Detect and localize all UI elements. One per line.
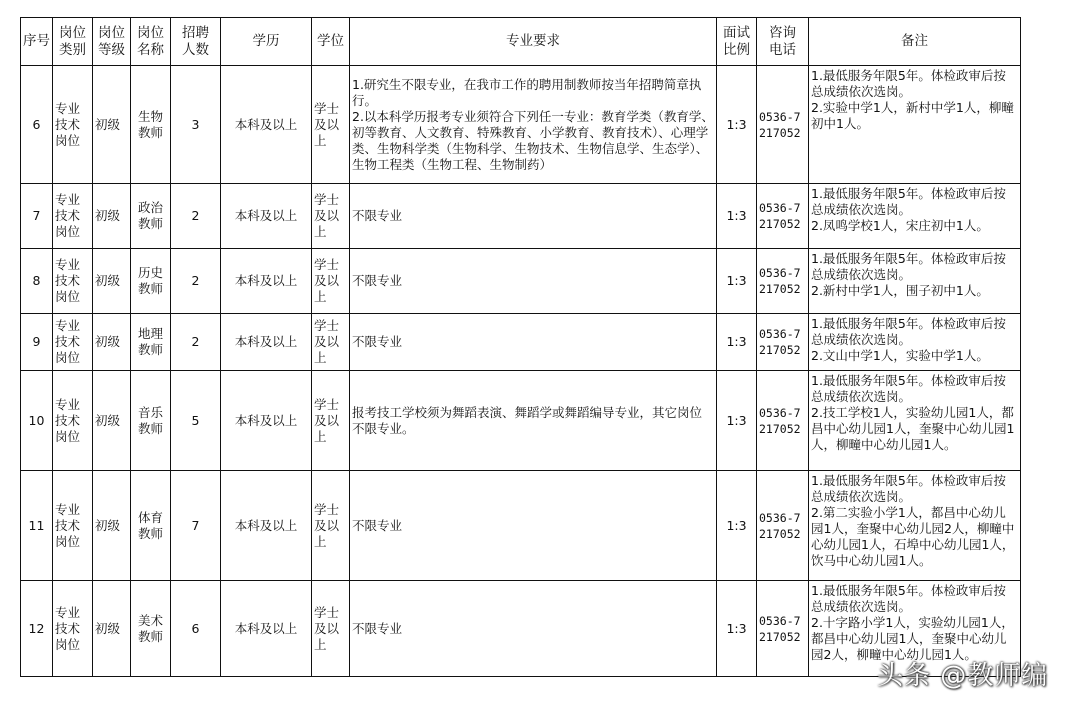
position-category: 专业技术岗位 <box>53 314 93 371</box>
major-requirement <box>350 371 717 471</box>
interview-ratio: 1:3 <box>717 471 757 581</box>
position-level: 初级 <box>93 314 131 371</box>
header-education: 学历 <box>221 18 312 66</box>
row-number: 11 <box>21 471 53 581</box>
contact-phone: 0536-7217052 <box>757 471 809 581</box>
notes <box>809 249 1021 314</box>
notes-line: 1.最低服务年限5年。体检政审后按总成绩依次选岗。 <box>811 473 1006 504</box>
position-category: 专业技术岗位 <box>53 66 93 184</box>
position-category: 专业技术岗位 <box>53 371 93 471</box>
major-requirement <box>350 66 717 184</box>
hiring-count: 5 <box>171 371 221 471</box>
header-category: 岗位类别 <box>53 18 93 66</box>
contact-phone: 0536-7217052 <box>757 249 809 314</box>
interview-ratio: 1:3 <box>717 581 757 677</box>
education: 本科及以上 <box>221 184 312 249</box>
education: 本科及以上 <box>221 314 312 371</box>
contact-phone: 0536-7217052 <box>757 371 809 471</box>
education: 本科及以上 <box>221 581 312 677</box>
table-row <box>21 249 1021 314</box>
major-requirement-line: 不限专业 <box>352 517 403 533</box>
contact-phone: 0536-7217052 <box>757 184 809 249</box>
degree: 学士及以上 <box>312 249 350 314</box>
major-requirement <box>350 581 717 677</box>
degree: 学士及以上 <box>312 371 350 471</box>
major-requirement <box>350 471 717 581</box>
major-requirement-line: 不限专业 <box>352 334 403 349</box>
major-requirement-line: 不限专业 <box>352 273 403 288</box>
header-level: 岗位等级 <box>93 18 131 66</box>
header-count: 招聘人数 <box>171 18 221 66</box>
major-requirement <box>350 314 717 371</box>
table-row <box>21 371 1021 471</box>
row-number: 7 <box>21 184 53 249</box>
row-number: 10 <box>21 371 53 471</box>
position-level: 初级 <box>93 471 131 581</box>
interview-ratio: 1:3 <box>717 66 757 184</box>
notes-line: 2.十字路小学1人，实验幼儿园1人，都昌中心幼儿园1人，奎聚中心幼儿园2人，柳疃中心幼儿园1人。 <box>811 615 1014 662</box>
notes <box>809 471 1021 581</box>
position-category: 专业技术岗位 <box>53 471 93 581</box>
education: 本科及以上 <box>221 471 312 581</box>
contact-phone: 0536-7217052 <box>757 581 809 677</box>
interview-ratio: 1:3 <box>717 184 757 249</box>
table-row <box>21 581 1021 677</box>
position-name: 美术教师 <box>131 581 171 677</box>
header-position: 岗位名称 <box>131 18 171 66</box>
position-name: 体育教师 <box>131 471 171 581</box>
hiring-count: 2 <box>171 184 221 249</box>
hiring-count: 7 <box>171 471 221 581</box>
header-row <box>21 18 1021 66</box>
notes-line: 2.凤鸣学校1人，宋庄初中1人。 <box>811 218 989 233</box>
major-requirement <box>350 184 717 249</box>
notes-line: 2.文山中学1人，实验中学1人。 <box>811 348 989 363</box>
position-level: 初级 <box>93 249 131 314</box>
interview-ratio: 1:3 <box>717 371 757 471</box>
degree: 学士及以上 <box>312 471 350 581</box>
notes <box>809 66 1021 184</box>
hiring-count: 2 <box>171 249 221 314</box>
position-level: 初级 <box>93 581 131 677</box>
notes-line: 1.最低服务年限5年。体检政审后按总成绩依次选岗。 <box>811 68 1006 99</box>
header-major: 专业要求 <box>350 18 717 66</box>
education: 本科及以上 <box>221 371 312 471</box>
major-requirement-line: 1.研究生不限专业，在我市工作的聘用制教师按当年招聘简章执行。 <box>352 76 702 108</box>
position-level: 初级 <box>93 66 131 184</box>
major-requirement-line: 不限专业 <box>352 620 403 636</box>
table-row <box>21 184 1021 249</box>
recruitment-table <box>20 17 1021 677</box>
notes-line: 1.最低服务年限5年。体检政审后按总成绩依次选岗。 <box>811 251 1006 282</box>
position-name: 生物教师 <box>131 66 171 184</box>
degree: 学士及以上 <box>312 66 350 184</box>
table-body <box>21 66 1021 677</box>
major-requirement-line: 2.以本科学历报考专业须符合下列任一专业：教育学类（教育学、初等教育、人文教育、特殊教育、小学教育、教育技术）、心理学类、生物科学类（生物科学、生物技术、生物信息学、生态学）、生物工程类（生物工程、生物制药） <box>352 108 714 172</box>
notes-line: 2.技工学校1人，实验幼儿园1人，都昌中心幼儿园1人，奎聚中心幼儿园1人，柳疃中心幼儿园1人。 <box>811 405 1015 452</box>
notes-line: 2.第二实验小学1人，都昌中心幼儿园1人，奎聚中心幼儿园2人，柳疃中心幼儿园1人，石埠中心幼儿园1人，饮马中心幼儿园1人。 <box>811 505 1015 568</box>
table-row <box>21 66 1021 184</box>
position-category: 专业技术岗位 <box>53 249 93 314</box>
notes-line: 2.新村中学1人，围子初中1人。 <box>811 283 989 298</box>
interview-ratio: 1:3 <box>717 249 757 314</box>
row-number: 8 <box>21 249 53 314</box>
row-number: 6 <box>21 66 53 184</box>
row-number: 12 <box>21 581 53 677</box>
notes-line: 1.最低服务年限5年。体检政审后按总成绩依次选岗。 <box>811 373 1006 404</box>
hiring-count: 6 <box>171 581 221 677</box>
notes-line: 1.最低服务年限5年。体检政审后按总成绩依次选岗。 <box>811 316 1006 347</box>
header-notes: 备注 <box>809 18 1021 66</box>
notes <box>809 314 1021 371</box>
header-ratio: 面试比例 <box>717 18 757 66</box>
position-level: 初级 <box>93 184 131 249</box>
header-degree: 学位 <box>312 18 350 66</box>
position-category: 专业技术岗位 <box>53 184 93 249</box>
watermark: 头条 @教师编 <box>877 661 1049 691</box>
table-row <box>21 471 1021 581</box>
major-requirement-line: 不限专业 <box>352 208 403 223</box>
major-requirement <box>350 249 717 314</box>
education: 本科及以上 <box>221 249 312 314</box>
header-no: 序号 <box>21 18 53 66</box>
notes <box>809 371 1021 471</box>
position-name: 政治教师 <box>131 184 171 249</box>
position-name: 地理教师 <box>131 314 171 371</box>
education: 本科及以上 <box>221 66 312 184</box>
position-level: 初级 <box>93 371 131 471</box>
notes-line: 1.最低服务年限5年。体检政审后按总成绩依次选岗。 <box>811 583 1006 614</box>
row-number: 9 <box>21 314 53 371</box>
degree: 学士及以上 <box>312 314 350 371</box>
position-name: 历史教师 <box>131 249 171 314</box>
degree: 学士及以上 <box>312 581 350 677</box>
hiring-count: 3 <box>171 66 221 184</box>
notes <box>809 184 1021 249</box>
notes-line: 2.实验中学1人，新村中学1人，柳疃初中1人。 <box>811 100 1014 131</box>
major-requirement-line: 报考技工学校须为舞蹈表演、舞蹈学或舞蹈编导专业，其它岗位不限专业。 <box>352 404 703 436</box>
contact-phone: 0536-7217052 <box>757 314 809 371</box>
header-phone: 咨询电话 <box>757 18 809 66</box>
position-category: 专业技术岗位 <box>53 581 93 677</box>
interview-ratio: 1:3 <box>717 314 757 371</box>
notes-line: 1.最低服务年限5年。体检政审后按总成绩依次选岗。 <box>811 186 1006 217</box>
position-name: 音乐教师 <box>131 371 171 471</box>
contact-phone: 0536-7217052 <box>757 66 809 184</box>
table-row <box>21 314 1021 371</box>
degree: 学士及以上 <box>312 184 350 249</box>
hiring-count: 2 <box>171 314 221 371</box>
